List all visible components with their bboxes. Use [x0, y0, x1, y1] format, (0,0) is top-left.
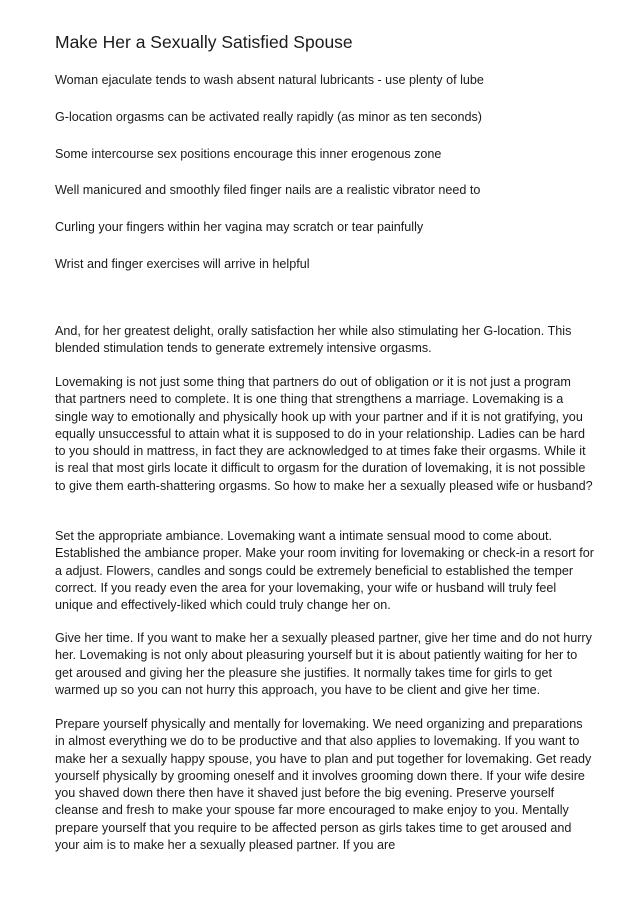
list-line-5: Curling your fingers within her vagina may scratch or tear painfully — [55, 220, 424, 234]
list-line-2: G-location orgasms can be activated really rapidly (as minor as ten seconds) — [55, 110, 482, 124]
list-line-6: Wrist and finger exercises will arrive in helpful — [55, 257, 310, 271]
paragraph-4: Give her time. If you want to make her a sexually pleased partner, give her time and do not hurry her. Lovemaking is not only about pleasuring yourself but it is about patiently waiting for her to get aroused and giving her the pleasure she justifies. It normally takes time for girls to get warmed up so you can not hurry this approach, you have to be client and give her time. — [55, 631, 592, 697]
list-line-1: Woman ejaculate tends to wash absent natural lubricants - use plenty of lube — [55, 73, 484, 87]
paragraph-5: Prepare yourself physically and mentally for lovemaking. We need organizing and preparations in almost everything we do to be productive and that also applies to lovemaking. If you want to make her a sexually happy spouse, you have to plan and put together for lovemaking. Get ready yourself physically by grooming oneself and it involves grooming down there. If your wife desire you shaved down there then have it shaved just before the big evening. Preserve yourself cleanse and fresh to make your spouse far more encouraged to make enjoy to you. Mentally prepare yourself that you require to be affected person as girls takes time to get aroused and your aim is to make her a sexually pleased partner. If you are — [55, 717, 592, 853]
list-line-3: Some intercourse sex positions encourage this inner erogenous zone — [55, 147, 442, 161]
paragraph-2: Lovemaking is not just some thing that partners do out of obligation or it is not just a program that partners need to complete. It is one thing that strengthens a marriage. Lovemaking is a single way to emotionally and physically hook up with your partner and if it is not gratifying, you equally unsuccessful to attain what it is supposed to do in your relationship. Ladies can be hard to you should in mattress, in fact they are acknowledged to at times fake their orgasms. While it is real that most girls locate it difficult to orgasm for the duration of lovemaking, it is not possible to give them earth-shattering orgasms. So how to make her a sexually pleased wife or husband? — [55, 375, 593, 493]
paragraph-1: And, for her greatest delight, orally satisfaction her while also stimulating her G-location. This blended stimulation tends to generate extremely intensive orgasms. — [55, 324, 572, 356]
page-title: Make Her a Sexually Satisfied Spouse — [55, 32, 353, 52]
paragraph-3: Set the appropriate ambiance. Lovemaking want a intimate sensual mood to come about. Established the ambiance proper. Make your room inviting for lovemaking or check-in a resort for a adjust. Flowers, candles and songs could be extremely beneficial to established the temper correct. If you ready even the area for your lovemaking, your wife or husband will truly feel unique and effectively-liked which could truly change her on. — [55, 529, 594, 613]
list-line-4: Well manicured and smoothly filed finger nails are a realistic vibrator need to — [55, 183, 481, 197]
